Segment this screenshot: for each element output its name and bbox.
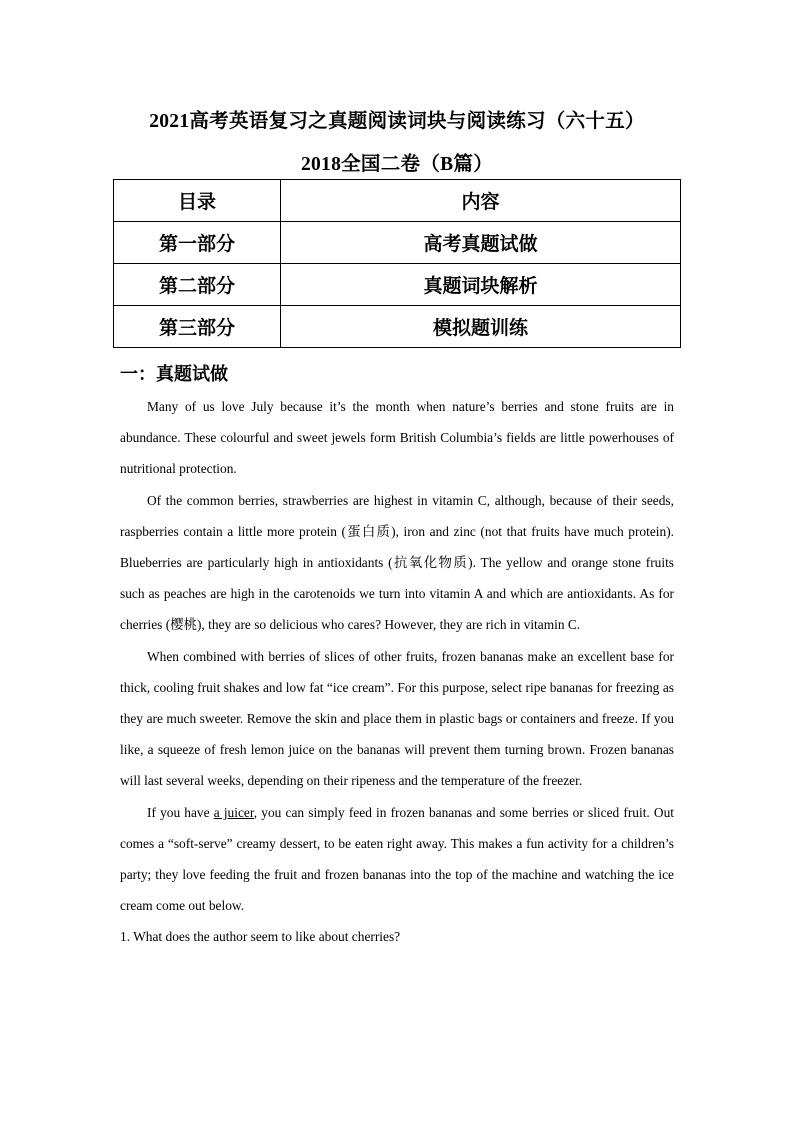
document-title: 2021高考英语复习之真题阅读词块与阅读练习（六十五）: [149, 111, 645, 132]
toc-part-content: 真题词块解析: [281, 264, 681, 306]
underlined-phrase: a juicer: [213, 804, 254, 820]
toc-part-content: 高考真题试做: [281, 222, 681, 264]
table-row: [114, 306, 681, 348]
paragraph-text: , you can simply feed in frozen bananas and some berries or sliced fruit. Out comes a “soft-serve” creamy dessert, to be eaten right away. This makes a fun activity for a children’s party; they love feeding the fruit and frozen bananas into the top of the machine and watching the ice cream come out below.: [120, 804, 675, 914]
reading-passage: [120, 391, 674, 953]
paragraph: [120, 797, 674, 922]
toc-part-content: 模拟题训练: [281, 306, 681, 348]
toc-part-label: 第一部分: [114, 222, 281, 264]
table-row: [114, 264, 681, 306]
paragraph: Of the common berries, strawberries are highest in vitamin C, although, because of their seeds, raspberries contain a little more protein (蛋白质), iron and zinc (not that fruits have much protein). Blueberries are particularly high in antioxidants (抗氧化物质). The yellow and orange stone fruits such as peaches are high in the carotenoids we turn into vitamin A and which are antioxidants. As for cherries (樱桃), they are so delicious who cares? However, they are rich in vitamin C.: [120, 492, 674, 633]
section-heading: 一：真题试做: [120, 364, 228, 384]
table-row: [114, 222, 681, 264]
toc-header-content: 内容: [281, 180, 681, 222]
toc-header-directory: 目录: [114, 180, 281, 222]
paragraph: Many of us love July because it’s the month when nature’s berries and stone fruits are in abundance. These colourful and sweet jewels form British Columbia’s fields are little powerhouses of nutritional protection.: [120, 399, 674, 477]
toc-part-label: 第二部分: [114, 264, 281, 306]
toc-part-label: 第三部分: [114, 306, 281, 348]
paragraph: When combined with berries of slices of other fruits, frozen bananas make an excellent base for thick, cooling fruit shakes and low fat “ice cream”. For this purpose, select ripe bananas for freezing as they are much sweeter. Remove the skin and place them in plastic bags or containers and freeze. If you like, a squeeze of fresh lemon juice on the bananas will prevent them turning brown. Frozen bananas will last several weeks, depending on their ripeness and the temperature of the freezer.: [120, 648, 674, 789]
paragraph-text: If you have: [147, 804, 214, 820]
table-of-contents: [113, 179, 681, 348]
question-1: 1. What does the author seem to like about cherries?: [120, 929, 401, 945]
table-header-row: [114, 180, 681, 222]
document-subtitle: 2018全国二卷（B篇）: [300, 154, 494, 175]
